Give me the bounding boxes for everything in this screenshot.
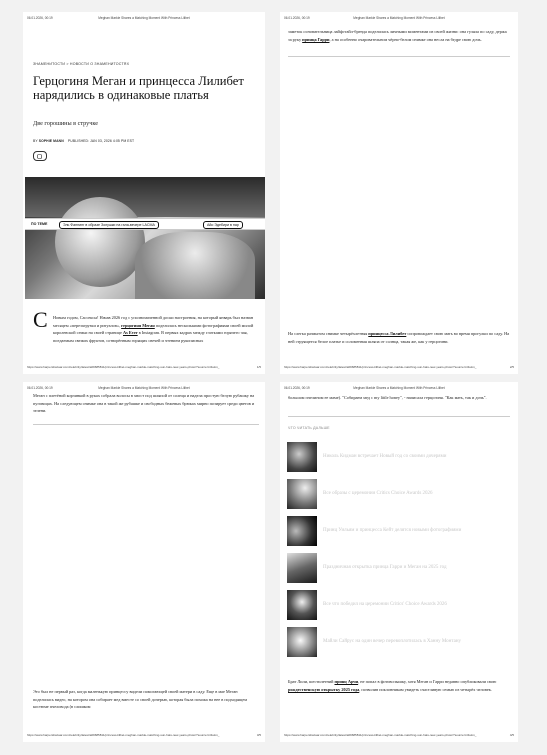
- breadcrumb[interactable]: ЗНАМЕНИТОСТИ > НОВОСТИ О ЗНАМЕНИТОСТЯХ: [33, 62, 130, 66]
- page-footer: [27, 733, 261, 739]
- christmas-card-link[interactable]: рождественскую открытку 2025 года: [288, 686, 360, 692]
- header-datetime: 06.01.2026, 00:19: [27, 16, 53, 20]
- article-subtitle: Две горошины в стручке: [33, 120, 98, 127]
- related-article[interactable]: [287, 442, 513, 477]
- header-doc-title: Meghan Markle Shares a Matching Moment With Princess Lilibet: [353, 16, 445, 20]
- related-caption[interactable]: Принц Уильям и принцесса Кейт делятся новыми фотографиями: [323, 528, 462, 533]
- divider: [288, 56, 510, 57]
- page-header: [27, 16, 261, 24]
- article-paragraph: Меган с плетёной корзинкой в руках собрала волосы в хвост под шляпой от солнца и надела простую белую рубашку на пуговицах. На следующем снимке она в такой же рубашке и свободных бежевых брюках мирно позирует среди цветов и зелени.: [33, 393, 255, 414]
- article-paragraph: Брат Лили, шестилетний принц Арчи, не попал в фотовспышку, хотя Меган и Гарри недавно опубликовали свою рождественскую открытку 2025 года, позволив поклонникам увидеть счастливую семью из четырёх человек.: [288, 679, 497, 692]
- page-number: 1/5: [256, 365, 261, 369]
- page-title: Герцогиня Меган и принцесса Лилибет нарядились в одинаковые платья: [33, 74, 244, 102]
- page-header: [284, 386, 514, 394]
- header-datetime: 06.01.2026, 00:19: [284, 386, 310, 390]
- related-caption[interactable]: Майли Сайрус на один вечер перевоплотилась в Ханну Монтану: [323, 639, 462, 644]
- bookmark-icon: [37, 154, 42, 159]
- topic-chip[interactable]: Эль Фаннинг в образе Золушки на гала-вечере LACMA: [59, 221, 159, 229]
- hero-photo: [25, 177, 265, 299]
- page-footer: [284, 365, 514, 371]
- article-paragraph: Это был не первый раз, когда маленькую принцессу видели помогающей своей матери в саду. Еще в мае Меган поделилась видео, на котором она собирает мед вместе со своей дочерью, которая была похожа на нее в подходящем костюме пчеловода (в слишком: [33, 689, 247, 710]
- harry-link[interactable]: принца Гарри: [302, 36, 330, 42]
- published-date: PUBLISHED: JAN 03, 2026 4:05 PM EST: [67, 139, 135, 143]
- header-doc-title: Meghan Markle Shares a Matching Moment With Princess Lilibet: [353, 386, 445, 390]
- related-thumbnail[interactable]: [287, 442, 317, 472]
- page-footer: [27, 365, 261, 371]
- pdf-page-1: [23, 12, 265, 374]
- article-paragraph: Новым годом, Сассексы! Начав 2026 год с уполномаченной доски настроения, на который январь был назван месяцем «перезагрузки и ритуалов», герцогиня Меган поделилась несколькими фотографиями своей милой королевской семьи на своей странице As Ever в Instagram. В первых кадрах между глотками горячего чая, поедаемым свежих фруктов, сотворённым горящих свечей и чтением рукописных: [53, 315, 254, 343]
- related-article[interactable]: [287, 627, 513, 662]
- header-datetime: 06.01.2026, 00:19: [284, 16, 310, 20]
- header-doc-title: Meghan Markle Shares a Matching Moment With Princess Lilibet: [98, 16, 190, 20]
- footer-url: https://www.harpersbazaar.com/celebrity/latest/a69685811/princess-lilibet-meghan-markle-matching-sun-hats-new-years-photo/?source=nl&utm_: [27, 733, 220, 737]
- related-thumbnail[interactable]: [287, 516, 317, 546]
- footer-url: https://www.harpersbazaar.com/celebrity/latest/a69685811/princess-lilibet-meghan-markle-matching-sun-hats-new-years-photo/?source=nl&utm_: [284, 365, 477, 369]
- article-paragraph: большом пчелином ее маме). "Собираем мед с my little honey", - написала герцогиня. "Как мать, так и дочь".: [288, 395, 487, 400]
- pdf-page-2: [280, 12, 518, 374]
- related-topics-bar: [25, 218, 265, 230]
- related-caption[interactable]: Праздничная открытка принца Гарри и Меган на 2025 год: [323, 565, 447, 570]
- related-article[interactable]: [287, 590, 513, 625]
- header-datetime: 06.01.2026, 00:19: [27, 386, 53, 390]
- archie-link[interactable]: принц Арчи: [334, 679, 359, 684]
- byline-prefix: BY: [33, 139, 38, 143]
- related-caption[interactable]: Николь Кидман встречает Новый год со своими дочерями: [323, 454, 447, 459]
- header-doc-title: Meghan Markle Shares a Matching Moment With Princess Lilibet: [98, 386, 190, 390]
- topic-chip[interactable]: Айо Эдебири в нар: [203, 221, 243, 229]
- divider: [288, 416, 510, 417]
- page-number: 3/5: [256, 733, 261, 737]
- related-article[interactable]: [287, 553, 513, 588]
- page-number: 2/5: [509, 365, 514, 369]
- article-paragraph: заметок основательница лайфстайл-бренда поделилась личными моментами из своей жизни: она гуляла по саду, держа за руку принца Гарри, а на особенно очаровательном чёрно-белом снимке она несла на бедре свою дочь.: [288, 29, 507, 42]
- related-caption[interactable]: Все что победил на церемонии Critics' Choice Awards 2026: [323, 602, 447, 607]
- meghan-link[interactable]: герцогиня Меган: [121, 322, 155, 328]
- what-to-read-next-label: ЧТО ЧИТАТЬ ДАЛЬШЕ: [288, 426, 330, 430]
- pdf-page-3: [23, 382, 265, 742]
- lilibet-link[interactable]: принцесса Лилибет: [368, 331, 407, 336]
- author-link[interactable]: SOPHIE MANN: [38, 139, 64, 143]
- page-footer: [284, 733, 514, 739]
- divider: [33, 424, 259, 425]
- related-article[interactable]: [287, 516, 513, 551]
- page-number: 4/5: [509, 733, 514, 737]
- as-ever-link[interactable]: As Ever: [122, 330, 138, 336]
- related-thumbnail[interactable]: [287, 479, 317, 509]
- footer-url: https://www.harpersbazaar.com/celebrity/latest/a69685811/princess-lilibet-meghan-markle-matching-sun-hats-new-years-photo/?source=nl&utm_: [27, 365, 220, 369]
- related-article[interactable]: [287, 479, 513, 514]
- related-thumbnail[interactable]: [287, 590, 317, 620]
- related-thumbnail[interactable]: [287, 627, 317, 657]
- related-thumbnail[interactable]: [287, 553, 317, 583]
- byline: [33, 139, 134, 143]
- drop-cap: С: [33, 307, 48, 332]
- article-paragraph: На слегка размытом снимке четырёхлетняя принцесса Лилибет сопровождает свою мать во время прогулки по саду. На ней струящееся белое платье и соломенная шляпа от солнца, такая же, как у герцогини.: [288, 331, 510, 344]
- topics-label: ПО ТЕМЕ: [31, 221, 48, 226]
- share-button[interactable]: [33, 151, 47, 161]
- footer-url: https://www.harpersbazaar.com/celebrity/latest/a69685811/princess-lilibet-meghan-markle-matching-sun-hats-new-years-photo/?source=nl&utm_: [284, 733, 477, 737]
- page-header: [284, 16, 514, 24]
- pdf-page-4: [280, 382, 518, 742]
- related-caption[interactable]: Все образы с церемонии Critics Choice Awards 2026: [323, 491, 433, 496]
